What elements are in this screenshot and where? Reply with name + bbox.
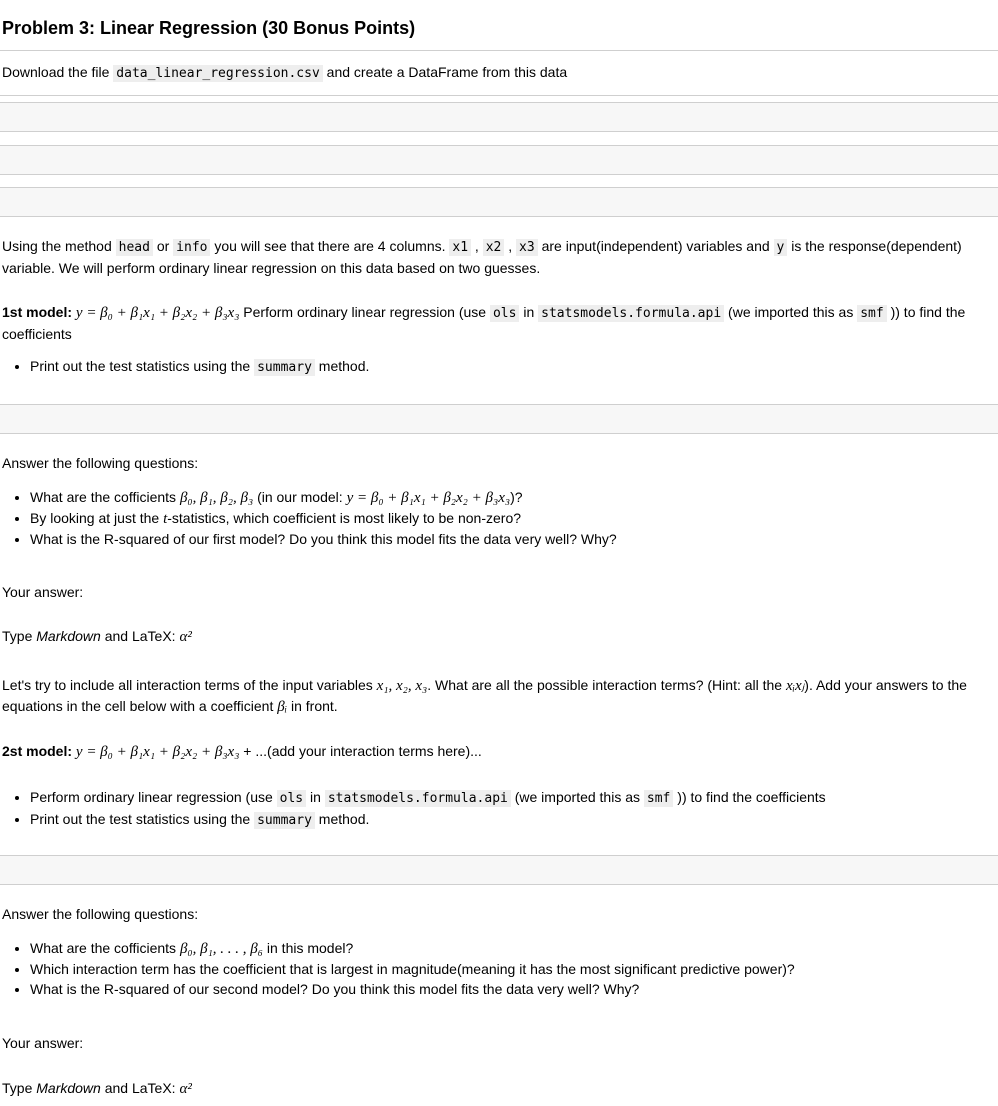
list-item: • Perform ordinary linear regression (use ols in statsmodels.formula.api (we imported this as smf )) to find the coefficients <box>30 787 998 809</box>
model2-label: 2st model: <box>2 743 76 759</box>
code-cell-3[interactable] <box>0 187 998 217</box>
model2-equation: y = β₀ + β₁x₁ + β₂x₂ + β₃x₃ <box>75 744 240 760</box>
list-item: • By looking at just the t-statistics, which coefficient is most likely to be non-zero? <box>30 508 998 529</box>
code-summary: summary <box>254 359 315 376</box>
code-cell-2[interactable] <box>0 145 998 175</box>
code-ols: ols <box>490 305 519 322</box>
code-cell-5[interactable] <box>0 855 998 885</box>
model1-equation: y = β₀ + β₁x₁ + β₂x₂ + β₃x₃ <box>75 305 240 321</box>
code-head: head <box>116 239 153 256</box>
code-info: info <box>173 239 210 256</box>
answer1-label: Your answer: <box>2 584 84 600</box>
list-item: • Print out the test statistics using the summary method. <box>30 356 998 378</box>
code-statsmodels: statsmodels.formula.api <box>538 305 724 322</box>
list-item: • Which interaction term has the coefficient that is largest in magnitude(meaning it has the most significant predictive power)? <box>30 959 998 979</box>
questions2-list <box>2 938 998 999</box>
list-item: • What is the R-squared of our first model? Do you think this model fits the data very well? Why? <box>30 529 998 549</box>
model1-label: 1st model: <box>2 304 76 320</box>
answer2-cell[interactable]: Type Markdown and LaTeX: α² <box>2 1080 192 1097</box>
questions1-list <box>2 487 998 549</box>
questions2-heading: Answer the following questions: <box>2 906 199 922</box>
model2-bullets <box>2 787 998 831</box>
interaction-paragraph: Let's try to include all interaction terms of the input variables x₁, x₂, x₃. What are all the possible interaction terms? (Hint: all the xᵢxⱼ). Add your answers to the equations in the cell below with a coefficient βᵢ in front. <box>2 677 967 715</box>
problem-title-block <box>2 18 998 39</box>
code-x3: x3 <box>516 239 538 256</box>
answer2-label: Your answer: <box>2 1035 84 1051</box>
code-smf: smf <box>857 305 886 322</box>
list-item: • Print out the test statistics using the summary method. <box>30 809 998 831</box>
filename-code: data_linear_regression.csv <box>113 65 323 82</box>
list-item: • What are the cofficients β₀, β₁, β₂, β₃ (in our model: y = β₀ + β₁x₁ + β₂x₂ + β₃x₃)? <box>30 487 998 508</box>
model2-paragraph: 2st model: y = β₀ + β₁x₁ + β₂x₂ + β₃x₃ + ...(add your interaction terms here)... <box>2 743 482 760</box>
code-cell-4[interactable] <box>0 404 998 434</box>
divider <box>0 50 998 51</box>
code-cell-1[interactable] <box>0 102 998 132</box>
page-title: Problem 3: Linear Regression (30 Bonus Points) <box>2 18 416 38</box>
divider <box>0 95 998 96</box>
answer1-cell[interactable]: Type Markdown and LaTeX: α² <box>2 628 192 645</box>
list-item: • What are the cofficients β₀, β₁, . . . , β₆ in this model? <box>30 938 998 959</box>
code-x1: x1 <box>449 239 471 256</box>
model1-bullets <box>2 356 998 378</box>
intro-paragraph: Using the method head or info you will see that there are 4 columns. x1 , x2 , x3 are input(independent) variables and y is the response(dependent) variable. We will perform ordinary linear regression on this data based on two guesses. <box>2 238 962 276</box>
list-item: • What is the R-squared of our second model? Do you think this model fits the data very well? Why? <box>30 979 998 999</box>
code-x2: x2 <box>483 239 505 256</box>
model1-paragraph: 1st model: y = β₀ + β₁x₁ + β₂x₂ + β₃x₃ Perform ordinary linear regression (use ols in statsmodels.formula.api (we imported this as smf )) to find the coefficients <box>2 304 966 342</box>
questions1-heading: Answer the following questions: <box>2 455 199 471</box>
code-y: y <box>774 239 788 256</box>
download-instruction: Download the file data_linear_regression.csv and create a DataFrame from this data <box>2 64 568 81</box>
